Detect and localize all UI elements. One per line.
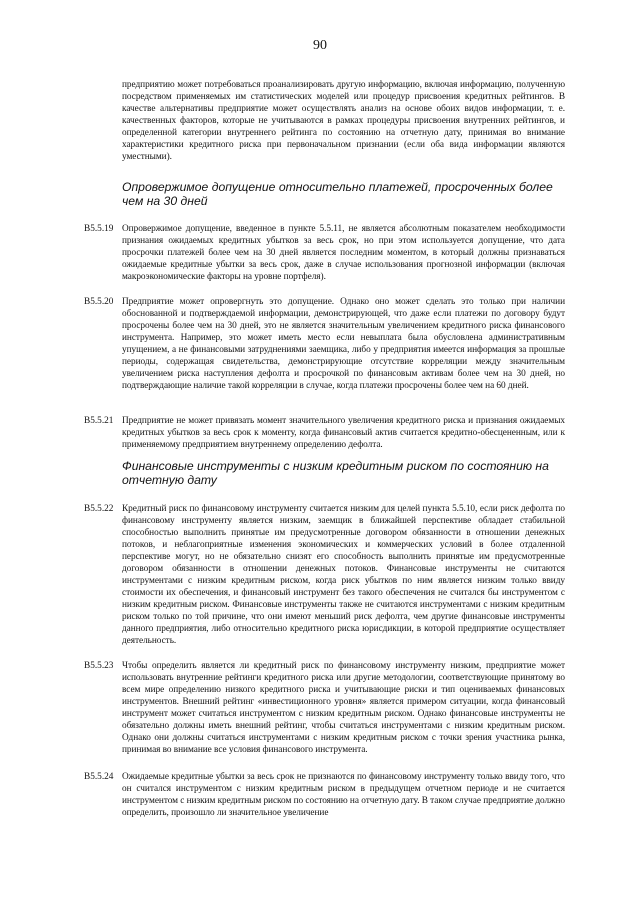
paragraph-number: B5.5.22 (84, 504, 114, 514)
paragraph-text: Опровержимое допущение, введенное в пункте 5.5.11, не является абсолютным показателем необходимости признания ожидаемых кредитных убытков за весь срок, но при этом используется допущение, что дата просрочки платежей более чем на 30 дней является последним моментом, в который должны признаваться ожидаемые кредитные убытки за весь срок, даже в случае использования прогнозной информации (включая макроэкономические факторы на уровне портфеля). (122, 224, 565, 282)
intro-paragraph: предприятию может потребоваться проанализировать другую информацию, включая информацию, полученную посредством применяемых им статистических моделей или процедур присвоения кредитных рейтингов. В качестве альтернативы предприятие может осуществлять анализ на основе обоих видов информации, т. е. качественных факторов, которые не учитываются в рамках процедуры присвоения внутренних рейтингов, и определенной категории внутреннего рейтинга по состоянию на отчетную дату, принимая во внимание характеристики кредитного риска при первоначальном признании (если оба вида информации являются уместными). (122, 80, 565, 162)
paragraph-text: Ожидаемые кредитные убытки за весь срок не признаются по финансовому инструменту только ввиду того, что он считался инструментом с низким кредитным риском в предыдущем отчетном периоде и не считается инструментом с низким кредитным риском по состоянию на отчетную дату. В таком случае предприятие должно определить, произошло ли значительное увеличение (122, 772, 565, 818)
section-heading-overdue: Опровержимое допущение относительно платежей, просроченных более чем на 30 дней (122, 180, 553, 208)
paragraph-text: Чтобы определить является ли кредитный риск по финансовому инструменту низким, предприятие может использовать внутренние рейтинги кредитного риска или другие методологии, соответствующие принятому во всем мире определению низкого кредитного риска и учитывающие риски и тип оцениваемых финансовых инструментов. Внешний рейтинг «инвестиционного уровня» является примером ситуации, когда финансовый инструмент может считаться инструментом с низким кредитным риском. Однако финансовые инструменты не обязательно должны иметь внешний рейтинг, чтобы считаться инструментами с низким кредитным риском. Однако они должны считаться инструментами с низким кредитным риском с точки зрения участника рынка, принимая во внимание все условия финансового инструмента. (122, 661, 565, 755)
paragraph-text: Кредитный риск по финансовому инструменту считается низким для целей пункта 5.5.10, если риск дефолта по финансовому инструменту является низким, заемщик в ближайшей перспективе обладает стабильной способностью выполнить принятые им предусмотренные договором обязанности в отношении денежных потоков, и неблагоприятные изменения экономических и коммерческих условий в более отдаленной перспективе могут, но не обязательно снизят его способность выполнить принятые им предусмотренные договором обязанности в отношении денежных потоков. Финансовые инструменты не считаются инструментами с низким кредитным риском, когда риск убытков по ним является низким только ввиду стоимости их обеспечения, и финансовый инструмент без такого обеспечения не считался бы инструментом с низким кредитным риском. Финансовые инструменты также не считаются инструментами с низким кредитным риском только по той причине, что они имеют меньший риск дефолта, чем другие финансовые инструменты данного предприятия, либо относительно кредитного риска юрисдикции, в которой предприятие осуществляет деятельность. (122, 504, 565, 646)
paragraph-number: B5.5.20 (84, 297, 114, 307)
section-heading-low-risk: Финансовые инструменты с низким кредитным риском по состоянию на отчетную дату (122, 459, 549, 487)
paragraph-number: B5.5.21 (84, 416, 114, 426)
paragraph-text: Предприятие может опровергнуть это допущение. Однако оно может сделать это только при наличии обоснованной и подтверждаемой информации, демонстрирующей, что даже если платежи по договору будут просрочены более чем на 30 дней, это не является значительным увеличением кредитного риска финансового инструмента. Например, это может иметь место если невыплата была обусловлена административным упущением, а не финансовыми затруднениями заемщика, либо у предприятия имеется информация за прошлые периоды, содержащая свидетельства, демонстрирующие отсутствие корреляции между значительным увеличением риска наступления дефолта и просрочкой по финансовым активам более чем на 30 дней, но подтверждающие наличие такой корреляции в случае, когда платежи просрочены более чем на 60 дней. (122, 297, 565, 391)
paragraph-text: Предприятие не может привязать момент значительного увеличения кредитного риска и признания ожидаемых кредитных убытков за весь срок к моменту, когда финансовый актив считается кредитно-обесцененным, или к применяемому предприятием внутреннему определению дефолта. (122, 416, 565, 450)
paragraph-number: B5.5.23 (84, 661, 114, 671)
paragraph-number: B5.5.19 (84, 224, 114, 234)
paragraph-number: B5.5.24 (84, 772, 114, 782)
page-number: 90 (313, 38, 327, 53)
